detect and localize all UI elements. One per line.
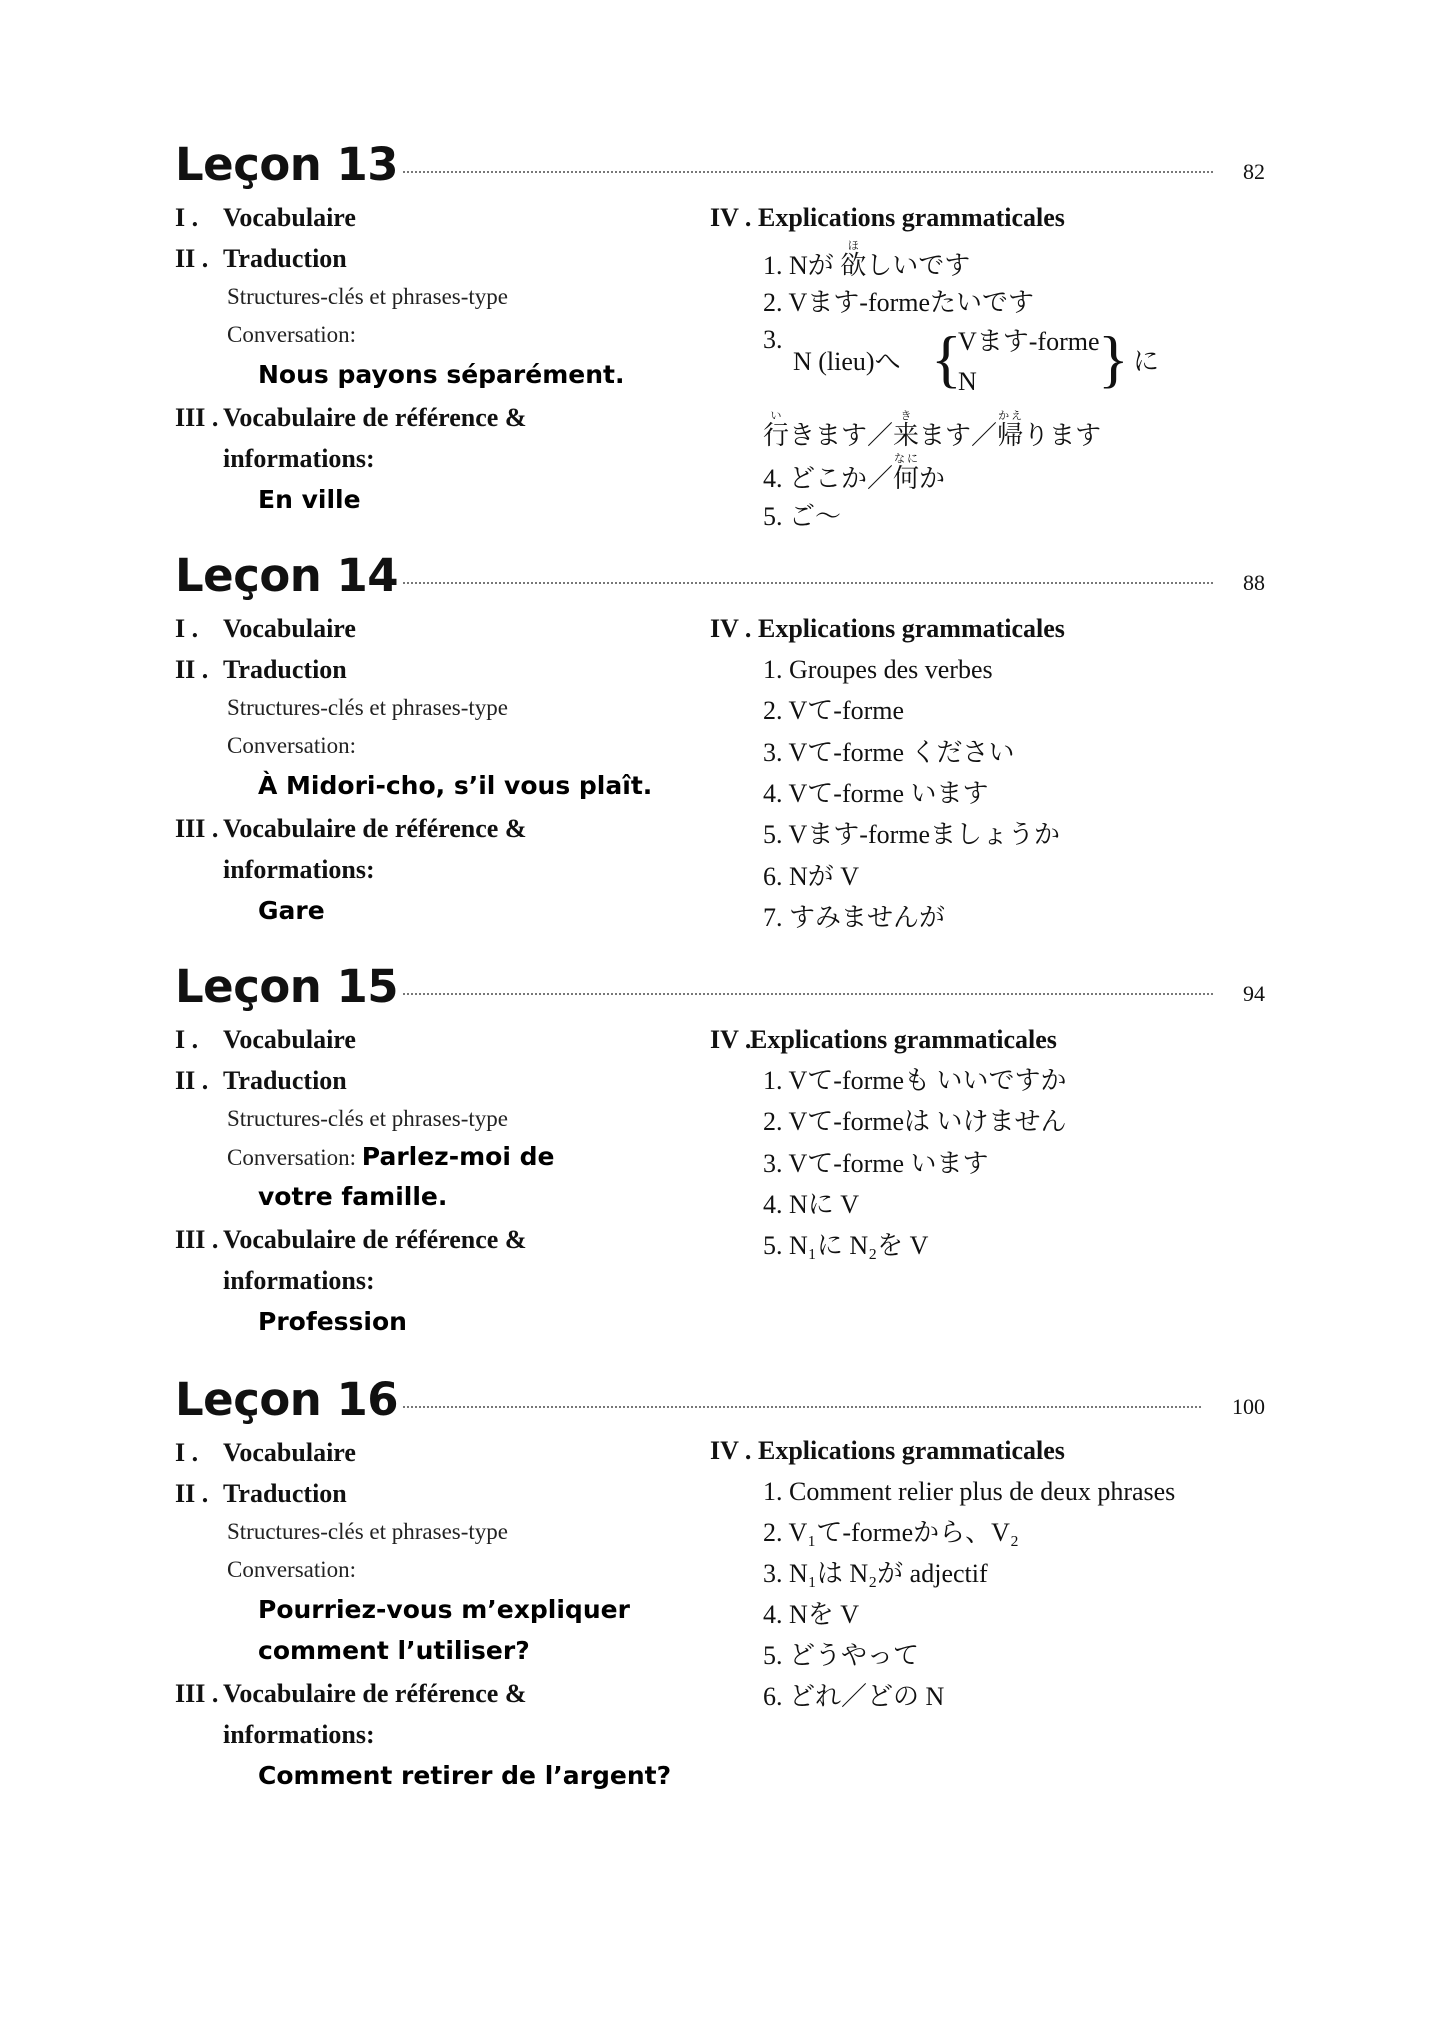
conversation-label: Conversation: <box>227 1557 357 1582</box>
grammar-item-brace: 3. N (lieu)へ { Vます-forme N } に <box>763 325 1183 405</box>
grammar-item: 2. V₁て-formeから、V₂ <box>763 1518 1019 1547</box>
lesson-title[interactable]: Leçon 13 <box>175 138 399 191</box>
open-brace: { <box>931 323 962 394</box>
structures-label: Structures-clés et phrases-type <box>227 1106 509 1131</box>
grammar-item: 1. Nが 欲ほしいです <box>763 240 971 280</box>
section-reference-cont: informations: <box>223 444 375 473</box>
lesson-13 <box>175 137 1265 531</box>
grammar-item: 5. ご～ <box>763 502 842 531</box>
section-translation: II . Traduction <box>175 1066 347 1095</box>
lesson-title[interactable]: Leçon 15 <box>175 960 399 1013</box>
conversation-title: Parlez-moi de <box>361 1142 555 1171</box>
lesson-title[interactable]: Leçon 14 <box>175 549 399 602</box>
page-number[interactable]: 88 <box>1243 570 1265 595</box>
lesson-header <box>175 137 1265 193</box>
dot-leader <box>403 582 1213 584</box>
section-translation: II . Traduction <box>175 655 347 684</box>
grammar-item: 6. どれ／どの N <box>763 1682 945 1711</box>
page-number[interactable]: 94 <box>1243 981 1265 1006</box>
dot-leader <box>403 1406 1201 1408</box>
lesson-16 <box>175 1372 1265 1790</box>
grammar-item: 3. Vて-forme ください <box>763 738 1015 767</box>
section-reference: III . Vocabulaire de référence & <box>175 403 527 432</box>
lesson-header <box>175 959 1265 1015</box>
conversation-title: À Midori-cho, s’il vous plaît. <box>258 771 653 800</box>
conversation-title-cont: comment l’utiliser? <box>258 1636 530 1665</box>
lesson-15 <box>175 959 1265 1336</box>
section-reference: III . Vocabulaire de référence & <box>175 1679 527 1708</box>
grammar-item: 1. Comment relier plus de deux phrases <box>763 1477 1176 1506</box>
section-vocabulary: I . Vocabulaire <box>175 203 356 232</box>
conversation-title: Pourriez-vous m’expliquer <box>258 1595 630 1624</box>
conversation-title: Nous payons séparément. <box>258 360 625 389</box>
grammar-item: 6. Nが V <box>763 862 860 891</box>
conversation-title-cont: votre famille. <box>258 1182 448 1211</box>
reference-title: En ville <box>258 485 361 514</box>
page-number[interactable]: 100 <box>1232 1394 1265 1419</box>
grammar-item: 7. すみませんが <box>763 903 946 932</box>
grammar-item: 1. Groupes des verbes <box>763 655 993 684</box>
conversation-label: Conversation: <box>227 733 357 758</box>
reference-title: Comment retirer de l’argent? <box>258 1761 672 1790</box>
grammar-item: 2. Vて-forme <box>763 696 905 725</box>
lesson-title[interactable]: Leçon 16 <box>175 1373 399 1426</box>
section-vocabulary: I . Vocabulaire <box>175 614 356 643</box>
grammar-item: 3. Vて-forme います <box>763 1149 989 1178</box>
dot-leader <box>403 171 1213 173</box>
structures-label: Structures-clés et phrases-type <box>227 284 509 309</box>
section-grammar: IV . Explications grammaticales <box>710 203 1065 232</box>
section-reference-cont: informations: <box>223 855 375 884</box>
section-translation: II . Traduction <box>175 1479 347 1508</box>
reference-title: Profession <box>258 1307 407 1336</box>
conversation-label: Conversation: Parlez-moi de <box>227 1142 555 1171</box>
grammar-item: 3. N₁は N₂が adjectif <box>763 1559 988 1588</box>
lesson-header <box>175 548 1265 604</box>
structures-label: Structures-clés et phrases-type <box>227 1519 509 1544</box>
lesson-14 <box>175 548 1265 932</box>
section-grammar: IV . Explications grammaticales <box>710 614 1065 643</box>
grammar-item: 4. Nに V <box>763 1190 860 1219</box>
grammar-item: 5. N₁に N₂を V <box>763 1231 929 1260</box>
grammar-item: 4. どこか／何なにか <box>763 453 946 493</box>
section-grammar: IV . Explications grammaticales <box>710 1436 1065 1465</box>
grammar-item: 4. Vて-forme います <box>763 779 989 808</box>
grammar-item: 1. Vて-formeも いいですか <box>763 1066 1067 1095</box>
section-vocabulary: I . Vocabulaire <box>175 1025 356 1054</box>
section-translation: II . Traduction <box>175 244 347 273</box>
conversation-label: Conversation: <box>227 322 357 347</box>
section-reference: III . Vocabulaire de référence & <box>175 1225 527 1254</box>
section-reference: III . Vocabulaire de référence & <box>175 814 527 843</box>
grammar-item: 2. Vます-formeたいです <box>763 288 1035 317</box>
section-vocabulary: I . Vocabulaire <box>175 1438 356 1467</box>
dot-leader <box>403 993 1213 995</box>
grammar-item: 2. Vて-formeは いけません <box>763 1107 1067 1136</box>
section-grammar: IV .Explications grammaticales <box>710 1025 1057 1054</box>
grammar-item: 5. どうやって <box>763 1641 920 1670</box>
grammar-item: 行いきます／来きます／帰かえります <box>763 410 1102 450</box>
grammar-item: 5. Vます-formeましょうか <box>763 820 1061 849</box>
close-brace: } <box>1098 323 1129 394</box>
grammar-item: 4. Nを V <box>763 1600 860 1629</box>
lesson-header <box>175 1372 1265 1428</box>
page-number[interactable]: 82 <box>1243 159 1265 184</box>
structures-label: Structures-clés et phrases-type <box>227 695 509 720</box>
section-reference-cont: informations: <box>223 1720 375 1749</box>
section-reference-cont: informations: <box>223 1266 375 1295</box>
reference-title: Gare <box>258 896 325 925</box>
